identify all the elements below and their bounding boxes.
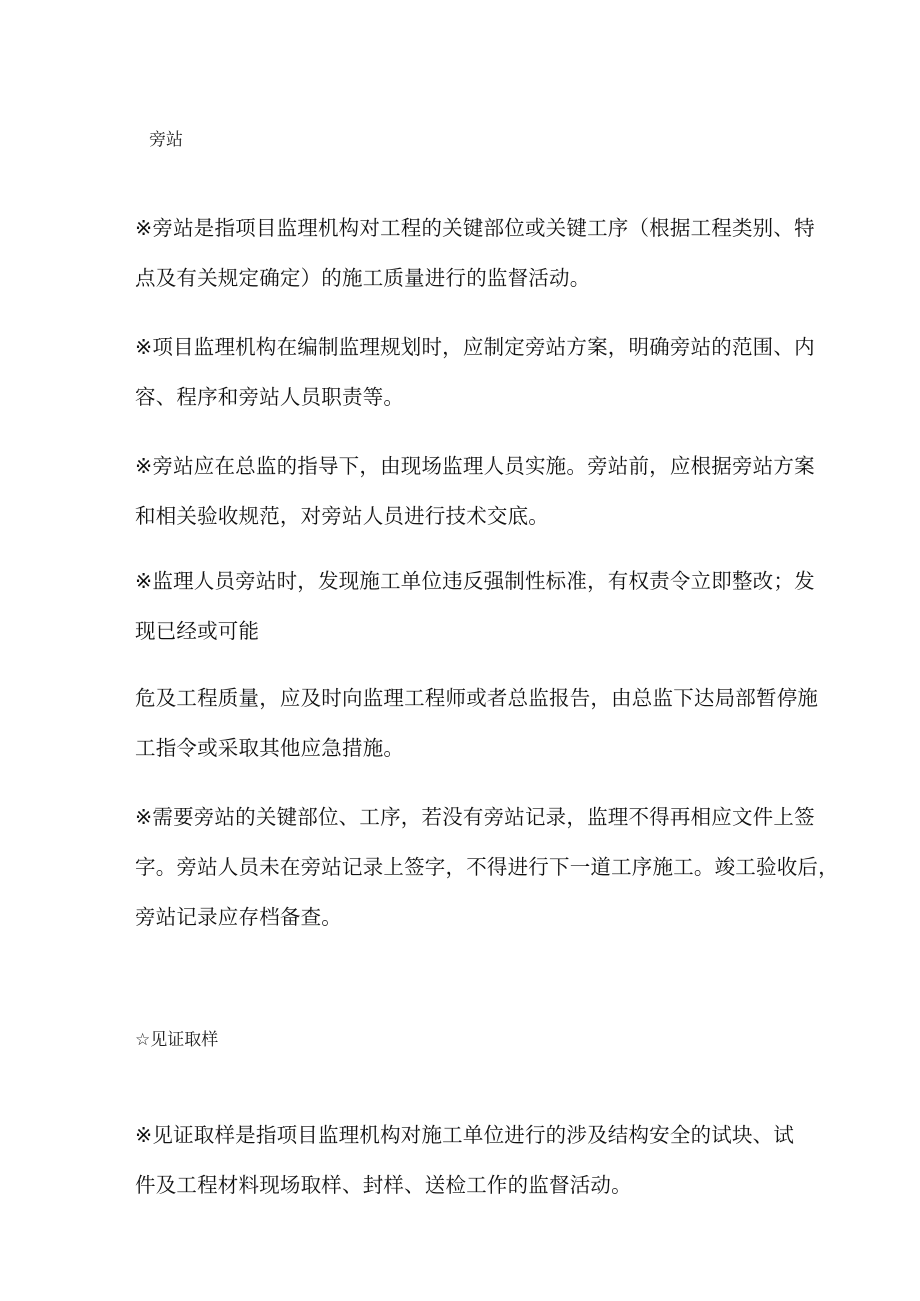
paragraph-line: 和相关验收规范，对旁站人员进行技术交底。 [135,504,549,528]
paragraph-records [135,792,839,942]
paragraph-violation [135,556,815,656]
paragraph-definition [135,203,815,303]
paragraph-line: 容、程序和旁站人员职责等。 [135,385,405,409]
paragraph-plan [135,322,815,422]
paragraph-line: ※见证取样是指项目监理机构对施工单位进行的涉及结构安全的试块、试 [135,1123,795,1147]
paragraph-implementation [135,441,815,541]
paragraph-line: ※需要旁站的关键部位、工序，若没有旁站记录，监理不得再相应文件上签 [135,805,815,829]
paragraph-line: ※旁站是指项目监理机构对工程的关键部位或关键工序（根据工程类别、特 [135,216,815,240]
paragraph-line: ※监理人员旁站时，发现施工单位违反强制性标准，有权责令立即整改；发 [135,569,815,593]
paragraph-line: 旁站记录应存档备查。 [135,905,342,929]
paragraph-line: 现已经或可能 [135,619,260,643]
paragraph-line: ※旁站应在总监的指导下，由现场监理人员实施。旁站前，应根据旁站方案 [135,454,815,478]
paragraph-danger-report [135,673,819,773]
paragraph-line: 字。旁站人员未在旁站记录上签字，不得进行下一道工序施工。竣工验收后， [135,855,839,879]
paragraph-line: 件及工程材料现场取样、封样、送检工作的监督活动。 [135,1173,632,1197]
section-heading-pangzhan: 旁站 [149,130,183,150]
section-heading-witness-sampling: ☆见证取样 [135,1030,219,1050]
paragraph-line: 工指令或采取其他应急措施。 [135,736,405,760]
paragraph-line: ※项目监理机构在编制监理规划时，应制定旁站方案，明确旁站的范围、内 [135,335,815,359]
paragraph-line: 危及工程质量，应及时向监理工程师或者总监报告，由总监下达局部暂停施 [135,686,819,710]
paragraph-line: 点及有关规定确定）的施工质量进行的监督活动。 [135,266,591,290]
paragraph-sampling-definition [135,1110,800,1210]
